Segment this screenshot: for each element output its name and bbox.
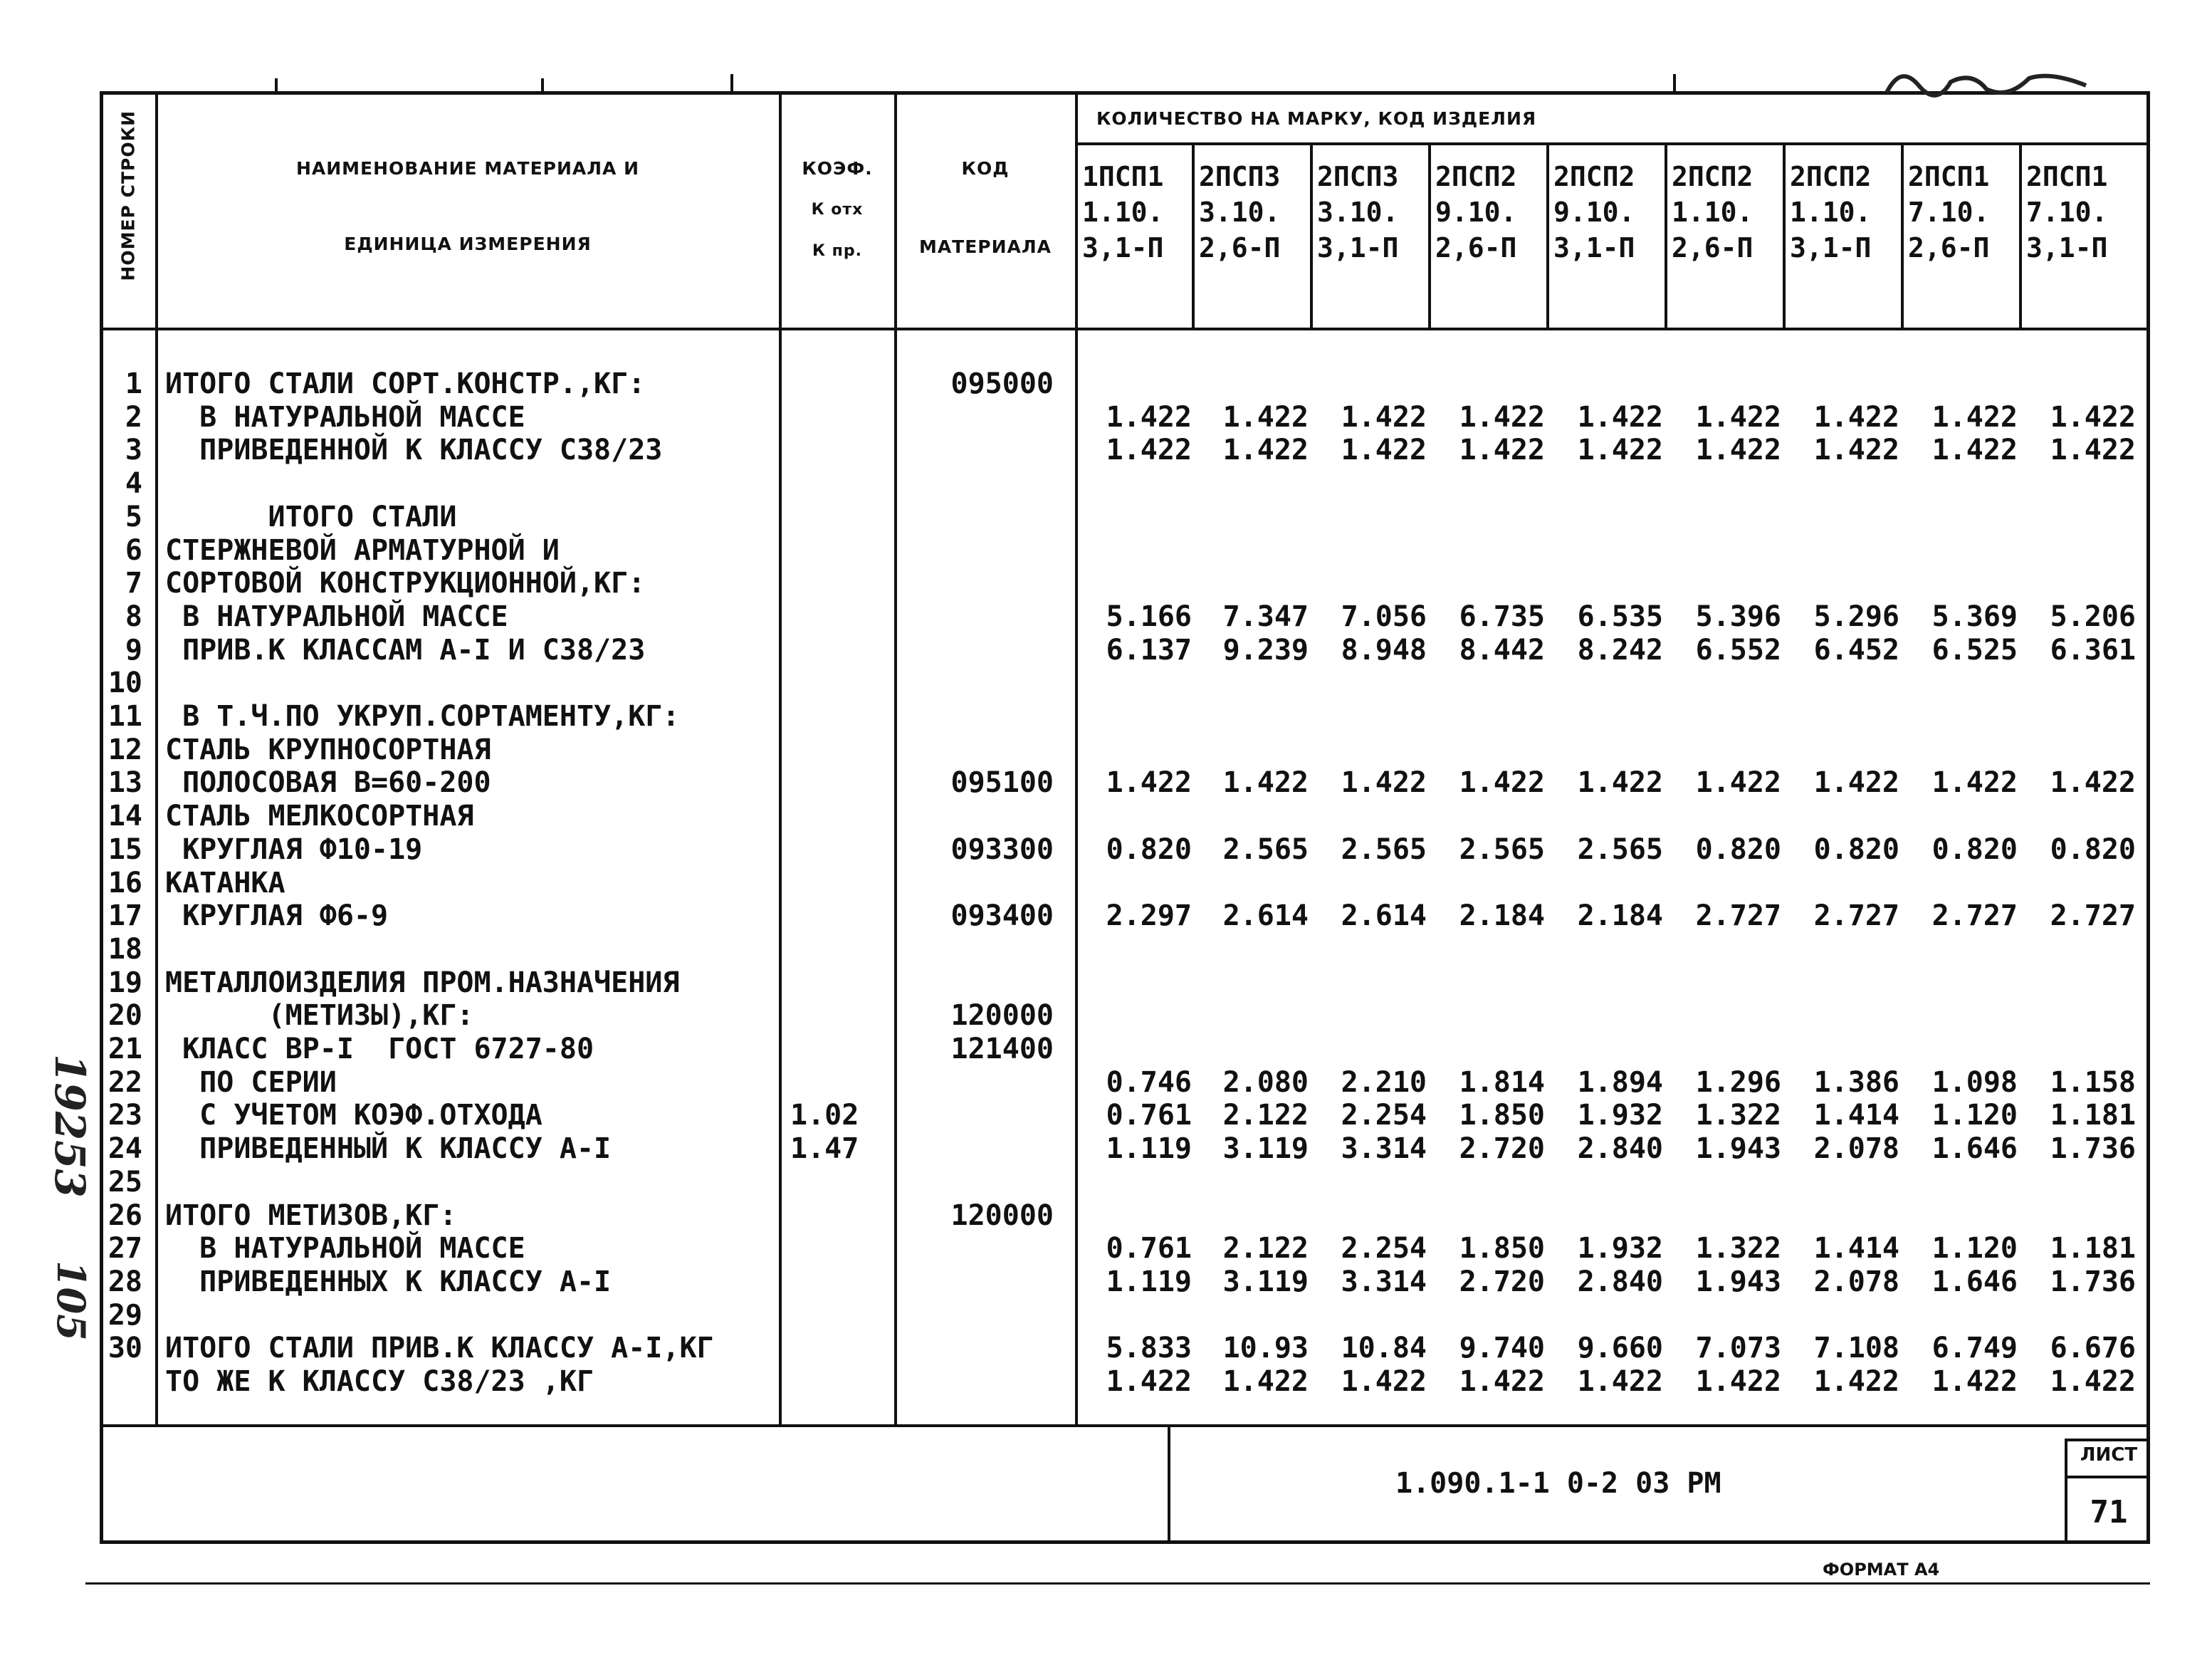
quantity-cell: 6.749 [1931, 1332, 2018, 1365]
name-header-line1: НАИМЕНОВАНИЕ МАТЕРИАЛА И [295, 158, 640, 179]
quantity-cell: 8.948 [1341, 633, 1427, 667]
quantity-cell: 0.746 [1106, 1065, 1192, 1099]
mark-sep [1428, 142, 1431, 329]
quantity-cell: 1.646 [1931, 1132, 2018, 1166]
quantity-cell: 3.314 [1341, 1265, 1427, 1298]
quantity-cell: 2.122 [1222, 1232, 1309, 1265]
quantity-cell: 2.078 [1813, 1265, 1899, 1298]
quantity-cell: 1.158 [2050, 1065, 2136, 1099]
tick [730, 74, 733, 93]
quantity-cell: 1.894 [1577, 1065, 1663, 1099]
material-name: ИТОГО СТАЛИ ПРИВ.К КЛАССУ А-I,КГ [165, 1332, 714, 1365]
quantity-header: КОЛИЧЕСТВО НА МАРКУ, КОД ИЗДЕЛИЯ [1096, 108, 1537, 129]
quantity-cell: 1.119 [1106, 1265, 1192, 1298]
mark-6-line1: 2ПСП2 [1672, 161, 1754, 192]
quantity-cell: 1.422 [1695, 400, 1781, 434]
quantity-cell: 1.422 [1459, 1365, 1545, 1398]
quantity-cell: 1.422 [1459, 766, 1545, 800]
material-code: 120000 [950, 1199, 1054, 1232]
mark-2-line2: 3.10. [1199, 197, 1281, 228]
coef-header-line1: КОЭФ. [802, 158, 873, 179]
material-name: (МЕТИЗЫ),КГ: [165, 999, 474, 1033]
table-row [0, 734, 2207, 766]
quantity-cell: 1.296 [1695, 1065, 1781, 1099]
sheet-box-line [2065, 1476, 2150, 1478]
name-header-line2: ЕДИНИЦА ИЗМЕРЕНИЯ [344, 234, 592, 254]
quantity-cell: 1.120 [1931, 1099, 2018, 1132]
row-number: 3 [125, 434, 142, 467]
row-number: 24 [108, 1132, 142, 1166]
row-number: 4 [125, 467, 142, 501]
table-row [0, 1332, 2207, 1364]
row-number-header: НОМЕР СТРОКИ [117, 110, 139, 281]
quantity-cell: 1.422 [1931, 1365, 2018, 1398]
material-code: 120000 [950, 999, 1054, 1033]
quantity-cell: 2.122 [1222, 1099, 1309, 1132]
mark-8-line2: 7.10. [1908, 197, 1990, 228]
material-name: СТАЛЬ КРУПНОСОРТНАЯ [165, 733, 491, 766]
quantity-cell: 2.565 [1459, 832, 1545, 866]
quantity-cell: 1.814 [1459, 1065, 1545, 1099]
table-row [0, 1033, 2207, 1065]
quantity-cell: 5.369 [1931, 600, 2018, 633]
code-header-line2: МАТЕРИАЛА [918, 236, 1052, 257]
coefficient: 1.47 [790, 1132, 859, 1166]
quantity-cell: 1.422 [1222, 766, 1309, 800]
row-number: 30 [108, 1332, 142, 1365]
quantity-cell: 1.422 [1577, 434, 1663, 467]
quantity-cell: 6.525 [1931, 633, 2018, 667]
tick [541, 78, 544, 93]
quantity-cell: 1.932 [1577, 1232, 1663, 1265]
mark-5-line3: 3,1-П [1553, 232, 1635, 263]
quantity-cell: 1.422 [1813, 434, 1899, 467]
material-name: ИТОГО МЕТИЗОВ,КГ: [165, 1199, 457, 1232]
quantity-cell: 1.386 [1813, 1065, 1899, 1099]
row-number: 10 [108, 667, 142, 700]
document-code: 1.090.1-1 0-2 03 РМ [1395, 1467, 1721, 1500]
mark-sep [1665, 142, 1667, 329]
row-number: 21 [108, 1033, 142, 1065]
row-number: 9 [125, 633, 142, 667]
material-name: ТО ЖЕ К КЛАССУ С38/23 ,КГ [165, 1365, 594, 1398]
quantity-cell: 3.119 [1222, 1265, 1309, 1298]
quantity-cell: 1.422 [1695, 766, 1781, 800]
quantity-cell: 7.108 [1813, 1332, 1899, 1365]
mark-8-line1: 2ПСП1 [1908, 161, 1990, 192]
material-name: В НАТУРАЛЬНОЙ МАССЕ [165, 600, 508, 633]
quantity-cell: 1.422 [1341, 434, 1427, 467]
sheet-box-top [2065, 1439, 2150, 1441]
code-header-line1: КОД [961, 158, 1010, 179]
mark-5-line2: 9.10. [1553, 197, 1635, 228]
material-name: КРУГЛАЯ Ф10-19 [165, 832, 423, 866]
quantity-cell: 2.840 [1577, 1132, 1663, 1166]
mark-sep [1310, 142, 1313, 329]
material-name: КАТАНКА [165, 866, 285, 899]
mark-7-line1: 2ПСП2 [1790, 161, 1872, 192]
quantity-cell: 6.452 [1813, 633, 1899, 667]
mark-sep [1783, 142, 1786, 329]
quantity-cell: 1.414 [1813, 1099, 1899, 1132]
quantity-cell: 1.422 [1577, 766, 1663, 800]
quantity-cell: 1.422 [1813, 1365, 1899, 1398]
quantity-cell: 1.943 [1695, 1132, 1781, 1166]
quantity-cell: 2.614 [1222, 899, 1309, 933]
quantity-cell: 1.422 [1459, 400, 1545, 434]
mark-1-line3: 3,1-П [1082, 232, 1164, 263]
quantity-cell: 1.422 [2050, 766, 2136, 800]
quantity-cell: 0.761 [1106, 1099, 1192, 1132]
table-row [0, 899, 2207, 932]
coefficient: 1.02 [790, 1099, 859, 1132]
sheet-box-divider [2065, 1439, 2067, 1544]
material-name: В НАТУРАЛЬНОЙ МАССЕ [165, 1232, 525, 1265]
row-number: 8 [125, 600, 142, 633]
quantity-cell: 0.820 [1931, 832, 2018, 866]
row-number: 2 [125, 400, 142, 434]
table-row [0, 999, 2207, 1032]
table-row [0, 467, 2207, 500]
quantity-cell: 6.676 [2050, 1332, 2136, 1365]
row-number: 22 [108, 1065, 142, 1099]
quantity-cell: 1.422 [1813, 400, 1899, 434]
quantity-cell: 0.820 [2050, 832, 2136, 866]
quantity-cell: 1.181 [2050, 1232, 2136, 1265]
quantity-cell: 2.210 [1341, 1065, 1427, 1099]
coef-header-line2: К отх [811, 201, 864, 219]
quantity-cell: 5.396 [1695, 600, 1781, 633]
table-row [0, 867, 2207, 899]
quantity-cell: 5.833 [1106, 1332, 1192, 1365]
material-code: 095000 [950, 367, 1054, 400]
quantity-cell: 6.361 [2050, 633, 2136, 667]
quantity-cell: 3.314 [1341, 1132, 1427, 1166]
material-name: КРУГЛАЯ Ф6-9 [165, 899, 389, 933]
table-row [0, 933, 2207, 966]
quantity-cell: 2.727 [1813, 899, 1899, 933]
row-number: 6 [125, 533, 142, 567]
tick [1673, 74, 1676, 93]
material-name: ИТОГО СТАЛИ [165, 500, 457, 533]
quantity-cell: 2.727 [1931, 899, 2018, 933]
quantity-cell: 6.137 [1106, 633, 1192, 667]
inventory-number: 19253 [46, 1054, 94, 1198]
quantity-cell: 1.422 [1931, 766, 2018, 800]
quantity-cell: 2.720 [1459, 1265, 1545, 1298]
row-number: 12 [108, 733, 142, 766]
material-code: 121400 [950, 1033, 1054, 1065]
quantity-cell: 7.073 [1695, 1332, 1781, 1365]
sheet-label: ЛИСТ [2080, 1444, 2138, 1466]
material-name: ПОЛОСОВАЯ В=60-200 [165, 766, 491, 800]
quantity-cell: 7.056 [1341, 600, 1427, 633]
quantity-cell: 1.422 [1341, 1365, 1427, 1398]
material-name: В НАТУРАЛЬНОЙ МАССЕ [165, 400, 525, 434]
row-number: 23 [108, 1099, 142, 1132]
quantity-cell: 1.322 [1695, 1232, 1781, 1265]
material-name: ПРИВЕДЕННОЙ К КЛАССУ С38/23 [165, 434, 663, 467]
material-name: ПРИВЕДЕННЫЙ К КЛАССУ А-I [165, 1132, 612, 1166]
page-mark: 105 [48, 1261, 94, 1341]
quantity-cell: 1.422 [1222, 400, 1309, 434]
quantity-cell: 1.422 [1695, 1365, 1781, 1398]
mark-sep [1901, 142, 1904, 329]
table-row [0, 700, 2207, 733]
table-row [0, 401, 2207, 434]
quantity-cell: 1.422 [1222, 1365, 1309, 1398]
row-number: 25 [108, 1165, 142, 1199]
table-row [0, 1365, 2207, 1398]
quantity-cell: 2.727 [2050, 899, 2136, 933]
quantity-cell: 8.242 [1577, 633, 1663, 667]
quantity-cell: 1.422 [2050, 1365, 2136, 1398]
material-name: КЛАСС ВР-I ГОСТ 6727-80 [165, 1033, 594, 1065]
quantity-cell: 2.078 [1813, 1132, 1899, 1166]
row-number: 16 [108, 866, 142, 899]
mark-sep [2019, 142, 2022, 329]
quantity-cell: 1.119 [1106, 1132, 1192, 1166]
quantity-cell: 9.740 [1459, 1332, 1545, 1365]
table-row [0, 634, 2207, 667]
quantity-cell: 1.422 [1459, 434, 1545, 467]
material-name: МЕТАЛЛОИЗДЕЛИЯ ПРОМ.НАЗНАЧЕНИЯ [165, 966, 680, 999]
quantity-cell: 1.943 [1695, 1265, 1781, 1298]
quantity-cell: 1.422 [1106, 434, 1192, 467]
quantity-cell: 0.820 [1813, 832, 1899, 866]
quantity-cell: 1.414 [1813, 1232, 1899, 1265]
mark-8-line3: 2,6-П [1908, 232, 1990, 263]
material-name: СТАЛЬ МЕЛКОСОРТНАЯ [165, 800, 474, 833]
mark-2-line1: 2ПСП3 [1199, 161, 1281, 192]
quantity-cell: 6.535 [1577, 600, 1663, 633]
quantity-cell: 1.422 [1577, 1365, 1663, 1398]
tick [275, 78, 278, 93]
signature [1880, 57, 2093, 107]
table-row [0, 434, 2207, 466]
table-row [0, 600, 2207, 633]
mark-5-line1: 2ПСП2 [1553, 161, 1635, 192]
quantity-cell: 2.565 [1222, 832, 1309, 866]
mark-sep [1546, 142, 1549, 329]
quantity-cell: 0.820 [1695, 832, 1781, 866]
quantity-cell: 8.442 [1459, 633, 1545, 667]
material-name: ИТОГО СТАЛИ СОРТ.КОНСТР.,КГ: [165, 367, 646, 400]
quantity-cell: 2.565 [1577, 832, 1663, 866]
quantity-cell: 1.736 [2050, 1132, 2136, 1166]
table-row [0, 1066, 2207, 1099]
quantity-cell: 1.322 [1695, 1099, 1781, 1132]
table-row [0, 1299, 2207, 1332]
quantity-cell: 1.850 [1459, 1099, 1545, 1132]
mark-9-line1: 2ПСП1 [2026, 161, 2108, 192]
material-name: С УЧЕТОМ КОЭФ.ОТХОДА [165, 1099, 542, 1132]
row-number: 7 [125, 567, 142, 600]
mark-7-line2: 1.10. [1790, 197, 1872, 228]
material-name: ПРИВЕДЕННЫХ К КЛАССУ А-I [165, 1265, 612, 1298]
quantity-cell: 3.119 [1222, 1132, 1309, 1166]
quantity-cell: 6.552 [1695, 633, 1781, 667]
mark-1-line2: 1.10. [1082, 197, 1164, 228]
mark-9-line2: 7.10. [2026, 197, 2108, 228]
quantity-cell: 1.120 [1931, 1232, 2018, 1265]
quantity-cell: 10.84 [1341, 1332, 1427, 1365]
table-row [0, 800, 2207, 832]
title-block-divider [1168, 1424, 1170, 1544]
table-row [0, 1232, 2207, 1265]
quantity-cell: 1.422 [1577, 400, 1663, 434]
table-row [0, 966, 2207, 999]
quantity-cell: 2.727 [1695, 899, 1781, 933]
header-bottom-line [100, 328, 2150, 330]
mark-4-line2: 9.10. [1435, 197, 1517, 228]
quantity-cell: 1.422 [2050, 434, 2136, 467]
row-number: 29 [108, 1298, 142, 1332]
table-row [0, 1166, 2207, 1199]
format-line [85, 1582, 2150, 1585]
quantity-cell: 2.254 [1341, 1232, 1427, 1265]
quantity-cell: 1.181 [2050, 1099, 2136, 1132]
table-row [0, 833, 2207, 866]
quantity-cell: 2.254 [1341, 1099, 1427, 1132]
mark-7-line3: 3,1-П [1790, 232, 1872, 263]
quantity-cell: 1.422 [1222, 434, 1309, 467]
row-number: 28 [108, 1265, 142, 1298]
quantity-cell: 1.422 [1931, 434, 2018, 467]
quantity-cell: 2.840 [1577, 1265, 1663, 1298]
quantity-cell: 0.761 [1106, 1232, 1192, 1265]
quantity-cell: 2.184 [1459, 899, 1545, 933]
material-code: 095100 [950, 766, 1054, 800]
row-number: 5 [125, 500, 142, 533]
sheet-number: 71 [2090, 1494, 2128, 1530]
table-row [0, 1099, 2207, 1132]
quantity-cell: 9.660 [1577, 1332, 1663, 1365]
row-number: 27 [108, 1232, 142, 1265]
quantity-cell: 1.098 [1931, 1065, 2018, 1099]
material-name: ПО СЕРИИ [165, 1065, 337, 1099]
row-number: 18 [108, 932, 142, 966]
row-number: 15 [108, 832, 142, 866]
table-row [0, 1265, 2207, 1298]
mark-3-line3: 3,1-П [1317, 232, 1399, 263]
quantity-cell: 6.735 [1459, 600, 1545, 633]
material-code: 093400 [950, 899, 1054, 933]
quantity-cell: 5.166 [1106, 600, 1192, 633]
mark-2-line3: 2,6-П [1199, 232, 1281, 263]
mark-6-line2: 1.10. [1672, 197, 1754, 228]
quantity-cell: 1.422 [1695, 434, 1781, 467]
quantity-cell: 1.422 [1106, 766, 1192, 800]
quantity-cell: 1.736 [2050, 1265, 2136, 1298]
quantity-cell: 1.932 [1577, 1099, 1663, 1132]
quantity-cell: 5.296 [1813, 600, 1899, 633]
table-row [0, 367, 2207, 400]
mark-6-line3: 2,6-П [1672, 232, 1754, 263]
table-row [0, 534, 2207, 567]
quantity-cell: 1.422 [1341, 400, 1427, 434]
material-name: СТЕРЖНЕВОЙ АРМАТУРНОЙ И [165, 533, 560, 567]
material-name: В Т.Ч.ПО УКРУП.СОРТАМЕНТУ,КГ: [165, 700, 680, 733]
quantity-cell: 2.297 [1106, 899, 1192, 933]
quantity-cell: 9.239 [1222, 633, 1309, 667]
table-row [0, 1199, 2207, 1232]
row-number: 19 [108, 966, 142, 999]
quantity-header-line [1076, 142, 2150, 145]
table-row [0, 1132, 2207, 1165]
quantity-cell: 2.614 [1341, 899, 1427, 933]
quantity-cell: 1.422 [1813, 766, 1899, 800]
quantity-cell: 1.850 [1459, 1232, 1545, 1265]
mark-4-line3: 2,6-П [1435, 232, 1517, 263]
table-row [0, 667, 2207, 699]
quantity-cell: 2.184 [1577, 899, 1663, 933]
quantity-cell: 1.422 [2050, 400, 2136, 434]
mark-3-line2: 3.10. [1317, 197, 1399, 228]
row-number: 17 [108, 899, 142, 933]
format-label: ФОРМАТ А4 [1823, 1560, 1940, 1580]
quantity-cell: 1.646 [1931, 1265, 2018, 1298]
mark-9-line3: 3,1-П [2026, 232, 2108, 263]
row-number: 11 [108, 700, 142, 733]
mark-sep [1192, 142, 1195, 329]
material-name: ПРИВ.К КЛАССАМ А-I И С38/23 [165, 633, 646, 667]
quantity-cell: 5.206 [2050, 600, 2136, 633]
mark-1-line1: 1ПСП1 [1082, 161, 1164, 192]
quantity-cell: 2.720 [1459, 1132, 1545, 1166]
quantity-cell: 2.080 [1222, 1065, 1309, 1099]
mark-4-line1: 2ПСП2 [1435, 161, 1517, 192]
quantity-cell: 1.422 [1931, 400, 2018, 434]
row-number: 1 [125, 367, 142, 400]
quantity-cell: 10.93 [1222, 1332, 1309, 1365]
table-row [0, 567, 2207, 600]
quantity-cell: 1.422 [1106, 400, 1192, 434]
quantity-cell: 1.422 [1341, 766, 1427, 800]
quantity-cell: 7.347 [1222, 600, 1309, 633]
body-bottom-line [100, 1424, 2150, 1427]
row-number: 26 [108, 1199, 142, 1232]
coef-header-line3: К пр. [812, 242, 862, 260]
material-code: 093300 [950, 832, 1054, 866]
quantity-cell: 1.422 [1106, 1365, 1192, 1398]
table-row [0, 501, 2207, 533]
table-row [0, 766, 2207, 799]
mark-3-line1: 2ПСП3 [1317, 161, 1399, 192]
material-name: СОРТОВОЙ КОНСТРУКЦИОННОЙ,КГ: [165, 567, 646, 600]
quantity-cell: 2.565 [1341, 832, 1427, 866]
row-number: 20 [108, 999, 142, 1033]
quantity-cell: 0.820 [1106, 832, 1192, 866]
row-number: 13 [108, 766, 142, 800]
row-number: 14 [108, 800, 142, 833]
